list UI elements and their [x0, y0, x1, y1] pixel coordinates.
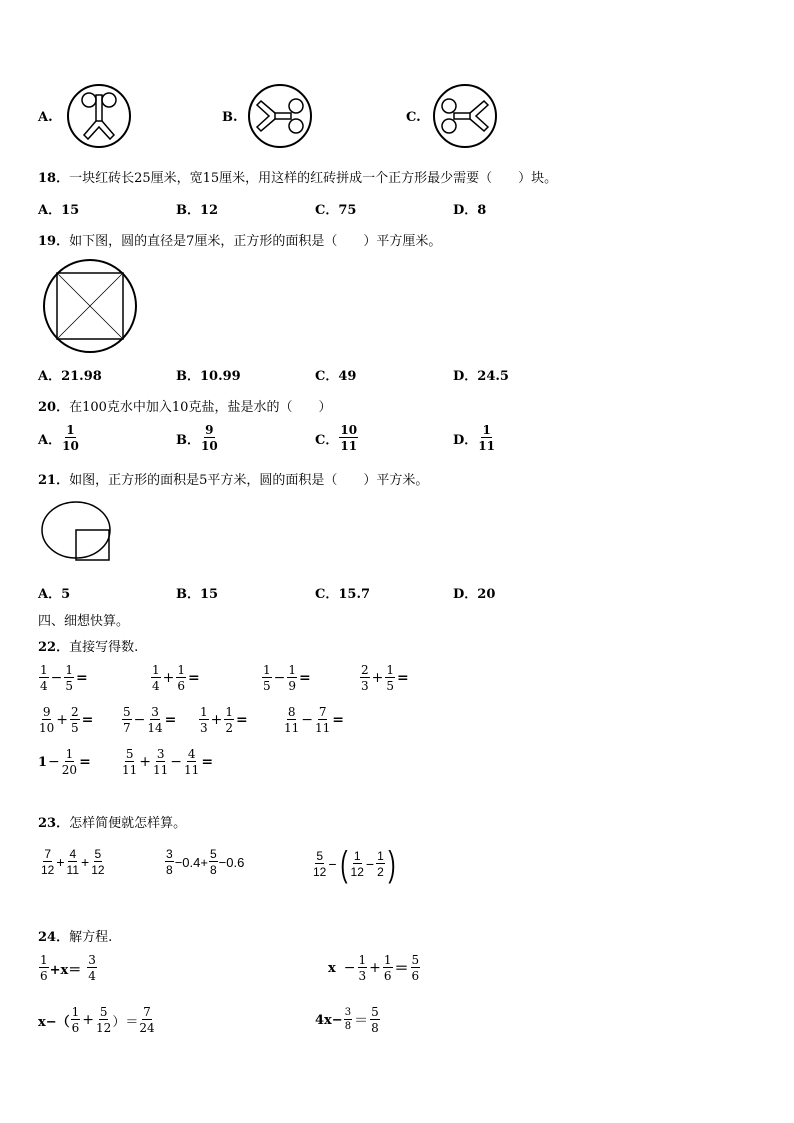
q23-stem: [38, 812, 186, 831]
numerator: 2: [71, 705, 79, 719]
q20-option-c-fraction: [339, 424, 358, 452]
denominator: 6: [383, 969, 392, 983]
q23-text: 怎样简便就怎样算。: [69, 816, 187, 831]
q22-text: 直接写得数.: [69, 640, 139, 655]
denominator: 9: [288, 679, 297, 693]
minus-sign: −: [48, 754, 60, 770]
numerator: 7: [44, 847, 52, 861]
numerator: 9: [42, 705, 51, 719]
denominator: 4: [88, 969, 96, 983]
denominator: 8: [166, 863, 173, 877]
numerator: 1: [358, 953, 367, 967]
denominator: 2: [225, 721, 234, 735]
denominator: 3: [358, 969, 367, 983]
q19-stem: [38, 230, 441, 249]
denominator: 11: [315, 721, 331, 735]
numerator: 1: [65, 747, 74, 761]
numerator: 4: [69, 847, 77, 861]
q22-expr-2: [150, 664, 201, 692]
q20-option-d-label: D．: [453, 432, 478, 448]
denominator: 6: [71, 1021, 80, 1035]
minus-sign: −: [170, 754, 183, 770]
numerator: 4: [187, 747, 196, 761]
numerator: 1: [353, 849, 361, 863]
q21-number: 21．: [38, 473, 70, 488]
numerator: 1: [288, 663, 297, 677]
q18-option-c: C．75: [315, 203, 357, 218]
equals-sign: =: [201, 754, 214, 770]
equation-close: ）＝: [112, 1014, 139, 1030]
equals-sign: =: [332, 712, 345, 728]
plus-sign: +: [371, 670, 384, 686]
minus-sign: −: [133, 712, 146, 728]
q20-option-d: [453, 424, 496, 452]
q23-number: 23．: [38, 816, 70, 831]
q20-option-a-fraction: [62, 424, 79, 452]
q21-option-a: A．5: [38, 587, 71, 602]
equals-sign: =: [81, 712, 94, 728]
q21-text: 如图，正方形的面积是5平方米，圆的面积是（ ）平方米。: [69, 473, 429, 488]
numerator: 10: [340, 423, 358, 437]
q23-expr-1: $\frac{7}{12}$ + $\frac{4}{11}$ + $\frac{5}{12}$: [41, 847, 105, 877]
denominator: 5: [386, 679, 395, 693]
numerator: 9: [205, 423, 214, 437]
numerator: 3: [88, 953, 96, 967]
denominator: 7: [123, 721, 131, 735]
equals-sign: =: [188, 670, 200, 686]
minus-sign: −: [50, 670, 63, 686]
q18-option-a: A．15: [38, 203, 80, 218]
equation-middle: +x＝: [49, 962, 82, 978]
numerator: 1: [40, 663, 48, 677]
denominator: 6: [177, 679, 186, 693]
numerator: 1: [40, 953, 48, 967]
denominator: 11: [478, 439, 495, 453]
q20-option-b-fraction: [201, 424, 218, 452]
numerator: 3: [344, 1007, 352, 1018]
denominator: 3: [200, 721, 208, 735]
denominator: 10: [39, 721, 55, 735]
denominator: 12: [350, 865, 364, 879]
q17-option-b-label: B.: [222, 110, 238, 125]
q24-number: 24．: [38, 930, 70, 945]
q20-text: 在100克水中加入10克盐，盐是水的（ ）: [69, 400, 332, 415]
q22-expr-4: [359, 664, 410, 692]
q19-option-c: C．49: [315, 369, 357, 384]
numerator: 1: [377, 849, 384, 863]
minus-sign: −: [301, 712, 314, 728]
denominator: 8: [344, 1021, 352, 1032]
q21-option-d: D．20: [453, 587, 496, 602]
q18-stem: [38, 167, 557, 186]
q20-option-c-label: C．: [315, 432, 339, 448]
equation-left: x−（: [38, 1014, 70, 1030]
denominator: 3: [361, 679, 369, 693]
integer-one: 1: [38, 754, 48, 770]
q19-circle-square-figure: [42, 258, 140, 356]
q22-expr-3: [261, 664, 312, 692]
minus-sign: −: [273, 670, 286, 686]
denominator: 12: [91, 863, 105, 877]
denominator: 6: [40, 969, 48, 983]
denominator: 4: [152, 679, 160, 693]
q21-option-b: B．15: [176, 587, 219, 602]
plus-sign: +: [162, 670, 175, 686]
denominator: 8: [209, 863, 217, 877]
numerator: 5: [316, 849, 324, 863]
numerator: 1: [482, 423, 491, 437]
denominator: 11: [284, 721, 300, 735]
equals-sign: =: [79, 754, 91, 770]
q18-option-d: D．8: [453, 203, 487, 218]
q24-stem: [38, 926, 112, 945]
numerator: 5: [125, 747, 134, 761]
q18-option-b: B．12: [176, 203, 219, 218]
numerator: 1: [225, 705, 234, 719]
q20-option-a: [38, 424, 80, 452]
numerator: 8: [287, 705, 296, 719]
decimal-term: −0.6: [218, 854, 245, 870]
q19-number: 19．: [38, 234, 70, 249]
q17-option-b-figure: [247, 83, 313, 149]
denominator: 11: [153, 763, 169, 777]
variable-x: x: [328, 960, 336, 976]
plus-sign: +: [56, 712, 69, 728]
plus-sign: +: [139, 754, 152, 770]
q18-number: 18．: [38, 171, 70, 186]
numerator: 3: [156, 747, 165, 761]
denominator: 8: [371, 1021, 379, 1035]
plus-sign: +: [210, 712, 223, 728]
numerator: 1: [65, 663, 74, 677]
numerator: 5: [94, 847, 102, 861]
equals-sign: =: [236, 712, 248, 728]
q19-option-d: D．24.5: [453, 369, 509, 384]
q19-option-b: B．10.99: [176, 369, 241, 384]
equation-left: 4x−: [315, 1012, 343, 1028]
q22-number: 22．: [38, 640, 70, 655]
denominator: 10: [201, 439, 218, 453]
numerator: 5: [371, 1005, 379, 1019]
q22-expr-9: [38, 748, 92, 776]
denominator: 12: [41, 863, 55, 877]
numerator: 7: [143, 1005, 151, 1019]
q22-expr-5: [38, 706, 94, 734]
q24-equation-4: 4x− $\frac{3}{8}$ ＝ $\frac{5}{8}$: [315, 1005, 379, 1035]
denominator: 24: [139, 1021, 155, 1035]
decimal-term: −0.4+: [174, 854, 208, 870]
numerator: 1: [152, 663, 160, 677]
q20-option-b: [176, 424, 219, 452]
denominator: 11: [122, 763, 138, 777]
denominator: 4: [40, 679, 48, 693]
denominator: 5: [71, 721, 79, 735]
q22-expr-8: [283, 706, 345, 734]
q20-number: 20．: [38, 400, 70, 415]
numerator: 1: [383, 953, 392, 967]
denominator: 20: [61, 763, 78, 777]
q23-expr-3: $\frac{5}{12}$ − ( $\frac{1}{12}$ − $\frac{1}{2}$ ): [313, 843, 396, 884]
q23-expr-2: [164, 848, 244, 876]
q22-stem: [38, 636, 138, 655]
denominator: 5: [65, 679, 74, 693]
q24-equation-2: x − $\frac{1}{3}$ + $\frac{1}{6}$ ＝ $\frac{5}{6}$: [328, 953, 420, 983]
q19-option-a: A．21.98: [38, 369, 102, 384]
q17-option-c-label: C.: [406, 110, 421, 125]
denominator: 6: [411, 969, 420, 983]
numerator: 7: [318, 705, 327, 719]
denominator: 11: [66, 863, 80, 877]
denominator: 2: [377, 865, 384, 879]
q22-expr-1: [38, 664, 89, 692]
q17-option-c-figure: [432, 83, 498, 149]
q17-option-a-label: A.: [38, 110, 53, 125]
q21-circle-square-figure: [40, 500, 114, 564]
numerator: 1: [263, 663, 271, 677]
numerator: 1: [177, 663, 186, 677]
numerator: 1: [66, 423, 75, 437]
denominator: 11: [340, 439, 358, 453]
q20-option-c: [315, 424, 359, 452]
equals-sign: =: [397, 670, 409, 686]
denominator: 11: [184, 763, 200, 777]
q21-option-c: C．15.7: [315, 587, 371, 602]
denominator: 12: [96, 1021, 112, 1035]
numerator: 5: [99, 1005, 108, 1019]
q22-expr-7: [198, 706, 249, 734]
numerator: 2: [361, 663, 369, 677]
q19-text: 如下图，圆的直径是7厘米，正方形的面积是（ ）平方厘米。: [69, 234, 442, 249]
numerator: 5: [209, 847, 217, 861]
equals-sign: =: [76, 670, 88, 686]
q17-option-a-figure: [66, 83, 132, 149]
denominator: 12: [313, 865, 327, 879]
numerator: 5: [411, 953, 420, 967]
q24-equation-1: [38, 954, 98, 982]
q21-stem: [38, 469, 428, 488]
denominator: 14: [147, 721, 163, 735]
equals-sign: =: [299, 670, 311, 686]
denominator: 10: [62, 439, 79, 453]
section-4-title: 四、细想快算。: [38, 614, 130, 629]
numerator: 1: [386, 663, 395, 677]
denominator: 5: [263, 679, 271, 693]
q20-option-a-label: A．: [38, 432, 62, 448]
q22-expr-6: [121, 706, 177, 734]
q22-expr-10: [121, 748, 214, 776]
q20-stem: [38, 396, 331, 415]
q24-text: 解方程.: [69, 930, 113, 945]
numerator: 1: [200, 705, 208, 719]
numerator: 5: [123, 705, 131, 719]
numerator: 3: [166, 847, 173, 861]
equals-sign: =: [164, 712, 177, 728]
q20-option-b-label: B．: [176, 432, 200, 448]
numerator: 3: [151, 705, 159, 719]
q24-equation-3: x−（ $\frac{1}{6}$ + $\frac{5}{12}$ ）＝ $\frac{7}{24}$: [38, 1005, 155, 1035]
q18-text: 一块红砖长25厘米，宽15厘米，用这样的红砖拼成一个正方形最少需要（ ）块。: [69, 171, 558, 186]
numerator: 1: [71, 1005, 80, 1019]
q20-option-d-fraction: [478, 424, 495, 452]
